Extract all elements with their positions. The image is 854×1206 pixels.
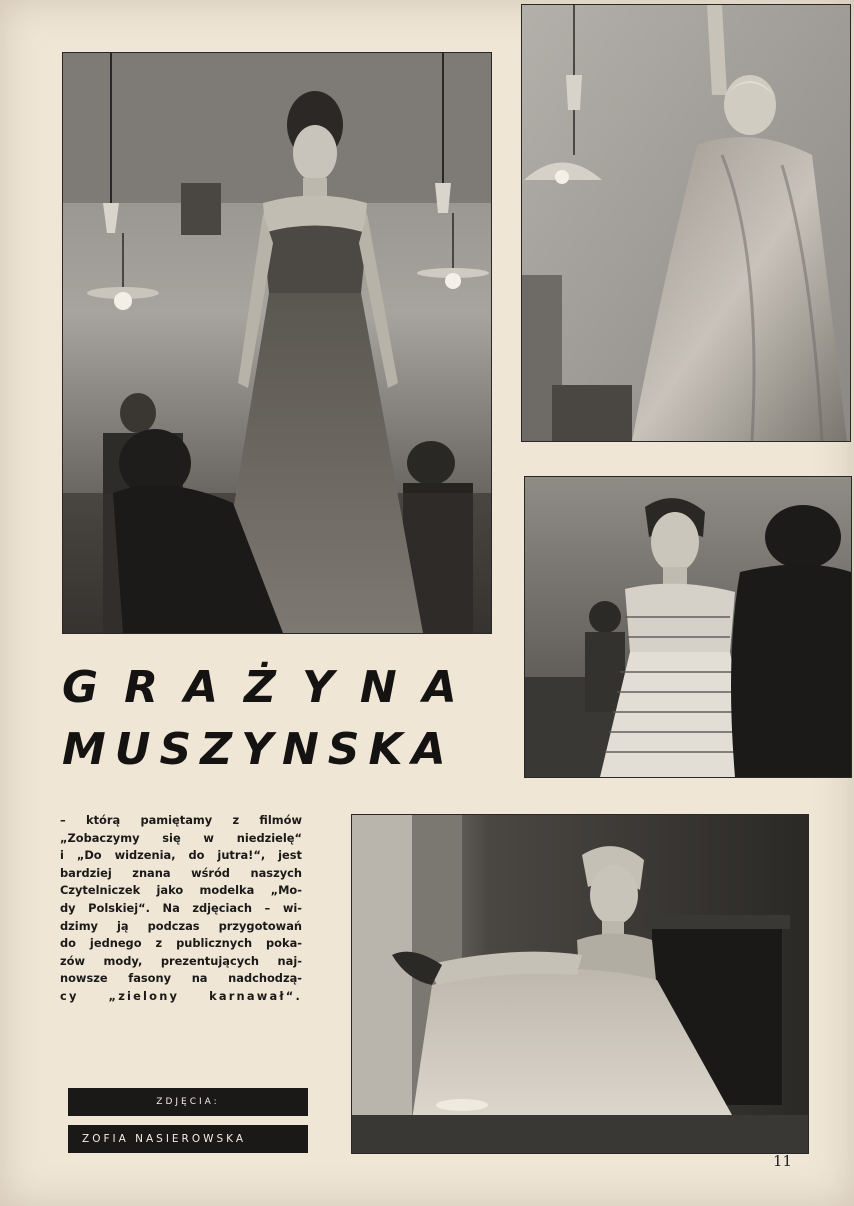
article-body bbox=[60, 812, 302, 1006]
body-line: dy Polskiej“. Na zdjęciach – wi- bbox=[60, 900, 302, 915]
headline-first-name: GRAŻYNA bbox=[62, 662, 483, 713]
photo-credit-name: ZOFIA NASIEROWSKA bbox=[68, 1125, 308, 1153]
photo-credit-label: ZDJĘCIA: bbox=[68, 1088, 308, 1116]
body-line: „Zobaczymy się w niedzielę“ bbox=[60, 830, 302, 845]
body-line: – którą pamiętamy z filmów bbox=[60, 813, 302, 827]
photo-model-with-shoe bbox=[351, 814, 809, 1154]
body-line: zów mody, prezentujących naj- bbox=[60, 953, 302, 968]
body-line: i „Do widzenia, do jutra!“, jest bbox=[60, 848, 302, 863]
body-line: Czytelniczek jako modelka „Mo- bbox=[60, 883, 302, 898]
body-line: dzimy ją podczas przygotowań bbox=[60, 918, 302, 933]
body-line: do jednego z publicznych poka- bbox=[60, 936, 302, 951]
photo-model-in-workshop bbox=[62, 52, 492, 634]
body-line: cy „zielony karnawał“. bbox=[60, 988, 302, 1003]
page-number: 11 bbox=[773, 1152, 793, 1170]
photo-dress-fitting bbox=[524, 476, 852, 778]
body-line: bardziej znana wśród naszych bbox=[60, 865, 302, 880]
headline-last-name: MUSZYNSKA bbox=[62, 724, 455, 775]
photo-model-with-fabric bbox=[521, 4, 851, 442]
body-line: nowsze fasony na nadchodzą- bbox=[60, 971, 302, 986]
